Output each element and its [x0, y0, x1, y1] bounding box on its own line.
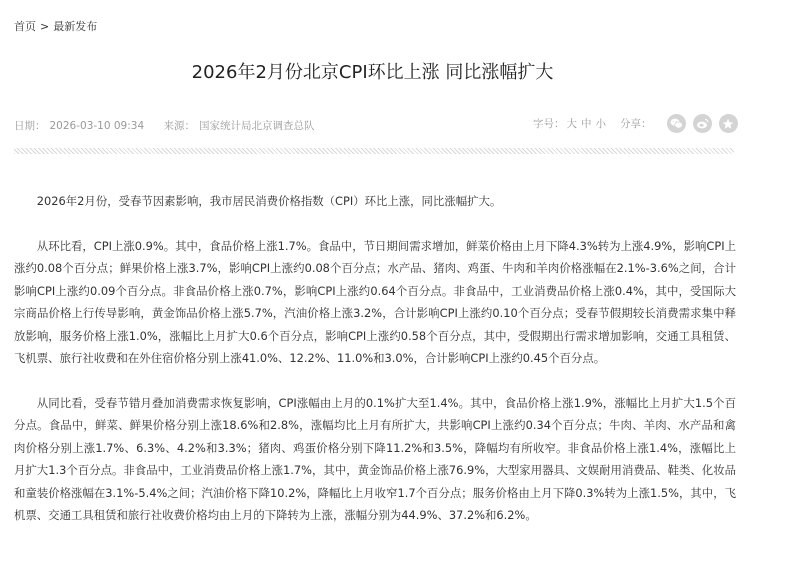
- font-size-small-button[interactable]: 小: [595, 118, 606, 130]
- date-label: 日期：: [14, 120, 46, 132]
- weibo-icon[interactable]: [693, 114, 712, 133]
- article-title: 2026年2月份北京CPI环比上涨 同比涨幅扩大: [191, 62, 554, 83]
- breadcrumb-separator: >: [40, 20, 50, 33]
- article-source: 国家统计局北京调查总队: [198, 120, 315, 132]
- article-content: [14, 190, 736, 549]
- font-size-label: 字号：: [533, 118, 565, 130]
- font-size-large-button[interactable]: 大: [566, 118, 577, 130]
- article-paragraph: 2026年2月份，受春节因素影响，我市居民消费价格指数（CPI）环比上涨，同比涨幅扩大。: [36, 194, 502, 208]
- article-paragraph: 从环比看，CPI上涨0.9%。其中，食品价格上涨1.7%。食品中，节日期间需求增加，鲜菜价格由上月下降4.3%转为上涨4.9%，影响CPI上涨约0.08个百分点；鲜果价格上涨3.7%，影响CPI上涨约0.08个百分点；水产品、猪肉、鸡蛋、牛肉和羊肉价格涨幅在2.1%-3.6%之间，合计影响CPI上涨约0.09个百分点。非食品价格上涨0.7%，影响CPI上涨约0.64个百分点。非食品中，工业消费品价格上涨0.4%，其中，受国际大宗商品价格上行传导影响，黄金饰品价格上涨5.7%，汽油价格上涨3.2%，合计影响CPI上涨约0.10个百分点；受春节假期较长消费需求集中释放影响，服务价格上涨1.0%，涨幅比上月扩大0.6个百分点，影响CPI上涨约0.58个百分点，其中，受假期出行需求增加影响，交通工具租赁、飞机票、旅行社收费和在外住宿价格分别上涨41.0%、12.2%、11.0%和3.0%，合计影响CPI上涨约0.45个百分点。: [14, 238, 736, 365]
- breadcrumb-home-link[interactable]: 首页: [14, 20, 36, 33]
- breadcrumb: [14, 18, 97, 34]
- favorite-icon[interactable]: [719, 114, 738, 133]
- wechat-icon[interactable]: [667, 114, 686, 133]
- article-date: 2026-03-10 09:34: [49, 120, 145, 132]
- font-size-medium-button[interactable]: 中: [581, 118, 592, 130]
- article-paragraph: 从同比看，受春节错月叠加消费需求恢复影响，CPI涨幅由上月的0.1%扩大至1.4%。其中，食品价格上涨1.9%，涨幅比上月扩大1.5个百分点。食品中，鲜菜、鲜果价格分别上涨18.6%和2.8%，涨幅均比上月有所扩大，共影响CPI上涨约0.34个百分点；牛肉、羊肉、水产品和禽肉价格分别上涨1.7%、6.3%、4.2%和3.3%；猪肉、鸡蛋价格分别下降11.2%和3.5%，降幅均有所收窄。非食品价格上涨1.4%，涨幅比上月扩大1.3个百分点。非食品中，工业消费品价格上涨1.7%，其中，黄金饰品价格上涨76.9%，大型家用器具、文娱耐用消费品、鞋类、化妆品和童装价格涨幅在3.1%-5.4%之间；汽油价格下降10.2%，降幅比上月收窄1.7个百分点；服务价格由上月下降0.3%转为上涨1.5%，其中，飞机票、交通工具租赁和旅行社收费价格均由上月的下降转为上涨，涨幅分别为44.9%、37.2%和6.2%。: [14, 395, 736, 522]
- source-label: 来源：: [163, 120, 195, 132]
- article-tools: [533, 114, 738, 133]
- article-meta: [14, 118, 318, 133]
- section-divider: [14, 148, 734, 154]
- breadcrumb-current-link[interactable]: 最新发布: [53, 20, 98, 33]
- share-label: 分享：: [620, 118, 652, 130]
